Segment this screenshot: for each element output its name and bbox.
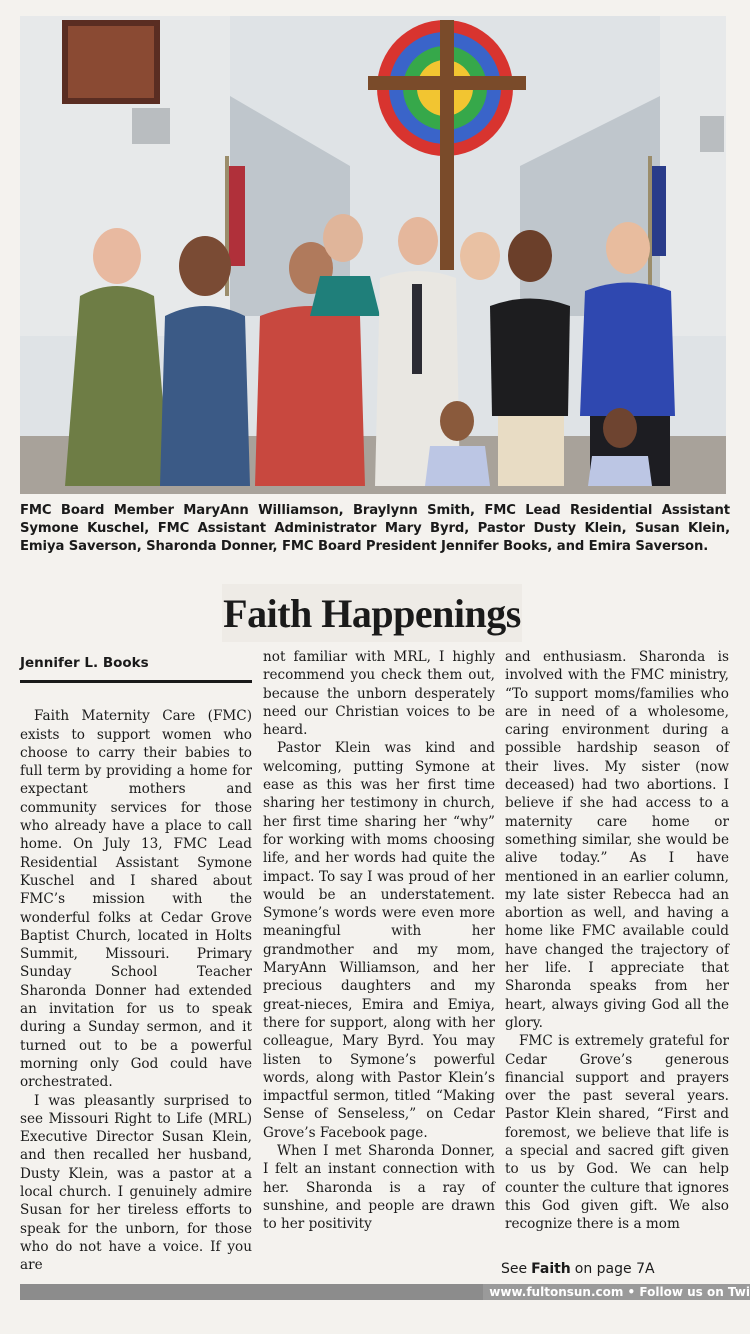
- section-title: Faith Happenings: [222, 584, 522, 642]
- paragraph: not familiar with MRL, I highly recommend you check them out, because the unborn desperately need our Christian voices to be heard.: [263, 649, 495, 739]
- paragraph: FMC is extremely grateful for Cedar Grove’s generous financial support and prayers over the past several years. Pastor Klein shared, “First and foremost, we believe that life is a special and sacred gift given to us by God. We can help counter the culture that ignores this God given gift. We also recognize there is a mom: [505, 1033, 729, 1233]
- paragraph: When I met Sharonda Donner, I felt an instant connection with her. Sharonda is a ray of sunshine, and people are drawn to her positivity: [263, 1143, 495, 1233]
- photo-caption: FMC Board Member MaryAnn Williamson, Braylynn Smith, FMC Lead Residential Assistant Symone Kuschel, FMC Assistant Administrator Mary Byrd, Pastor Dusty Klein, Susan Klein, Emiya Saverson, Sharonda Donner, FMC Board President Jennifer Books, and Emira Saverson.: [20, 503, 730, 554]
- footer-bar: [20, 1284, 750, 1300]
- article-column-2: [263, 648, 495, 1234]
- article-column-1: [20, 648, 252, 1275]
- group-photo: [20, 16, 726, 494]
- paragraph: Faith Maternity Care (FMC) exists to support women who choose to carry their babies to full term by providing a home for expectant mothers and community services for those who already have a place to call home. On July 13, FMC Lead Residential Assistant Symone Kuschel and I shared about FMC’s mission with the wonderful folks at Cedar Grove Baptist Church, located in Holts Summit, Missouri. Primary Sunday School Teacher Sharonda Donner had extended an invitation for us to speak during a Sunday sermon, and it turned out to be a powerful morning only God could have orchestrated.: [20, 708, 252, 1091]
- paragraph: I was pleasantly surprised to see Missouri Right to Life (MRL) Executive Director Susan Klein, and then recalled her husband, Dusty Klein, was a pastor at a local church. I genuinely admire Susan for her tireless efforts to speak for the unborn, for those who do not have a voice. If you are: [20, 1092, 252, 1274]
- article-column-3: [505, 648, 729, 1234]
- footer-link[interactable]: www.fultonsun.com • Follow us on Twi: [483, 1284, 750, 1300]
- paragraph: Pastor Klein was kind and welcoming, putting Symone at ease as this was her first time sharing her testimony in church, her first time sharing her “why” for working with moms choosing life, and her words had quite the impact. To say I was proud of her would be an understatement. Symone’s words were even more meaningful with her grandmother and my mom, MaryAnn Williamson, and her precious daughters and my great-nieces, Emira and Emiya, there for support, along with her colleague, Mary Byrd. You may listen to Symone’s powerful words, along with Pastor Klein’s impactful sermon, titled “Making Sense of Senseless,” on Cedar Grove’s Facebook page.: [263, 740, 495, 1141]
- paragraph: and enthusiasm. Sharonda is involved with the FMC ministry, “To support moms/families who are in need of a wholesome, caring environment during a possible hardship season of their lives. My sister (now deceased) had two abortions. I believe if she had access to a maternity care home or something similar, she would be alive today.” As I have mentioned in an earlier column, my late sister Rebecca had an abortion as well, and having a home like FMC available could have changed the trajectory of her life. I appreciate that Sharonda speaks from her heart, always giving God all the glory.: [505, 649, 729, 1031]
- jump-see: See: [501, 1261, 528, 1277]
- church-scene-illustration: [20, 16, 726, 494]
- jump-page: on page 7A: [574, 1261, 655, 1277]
- continuation-jump: [495, 1254, 741, 1284]
- jump-word: Faith: [531, 1261, 571, 1277]
- byline: Jennifer L. Books: [20, 654, 252, 683]
